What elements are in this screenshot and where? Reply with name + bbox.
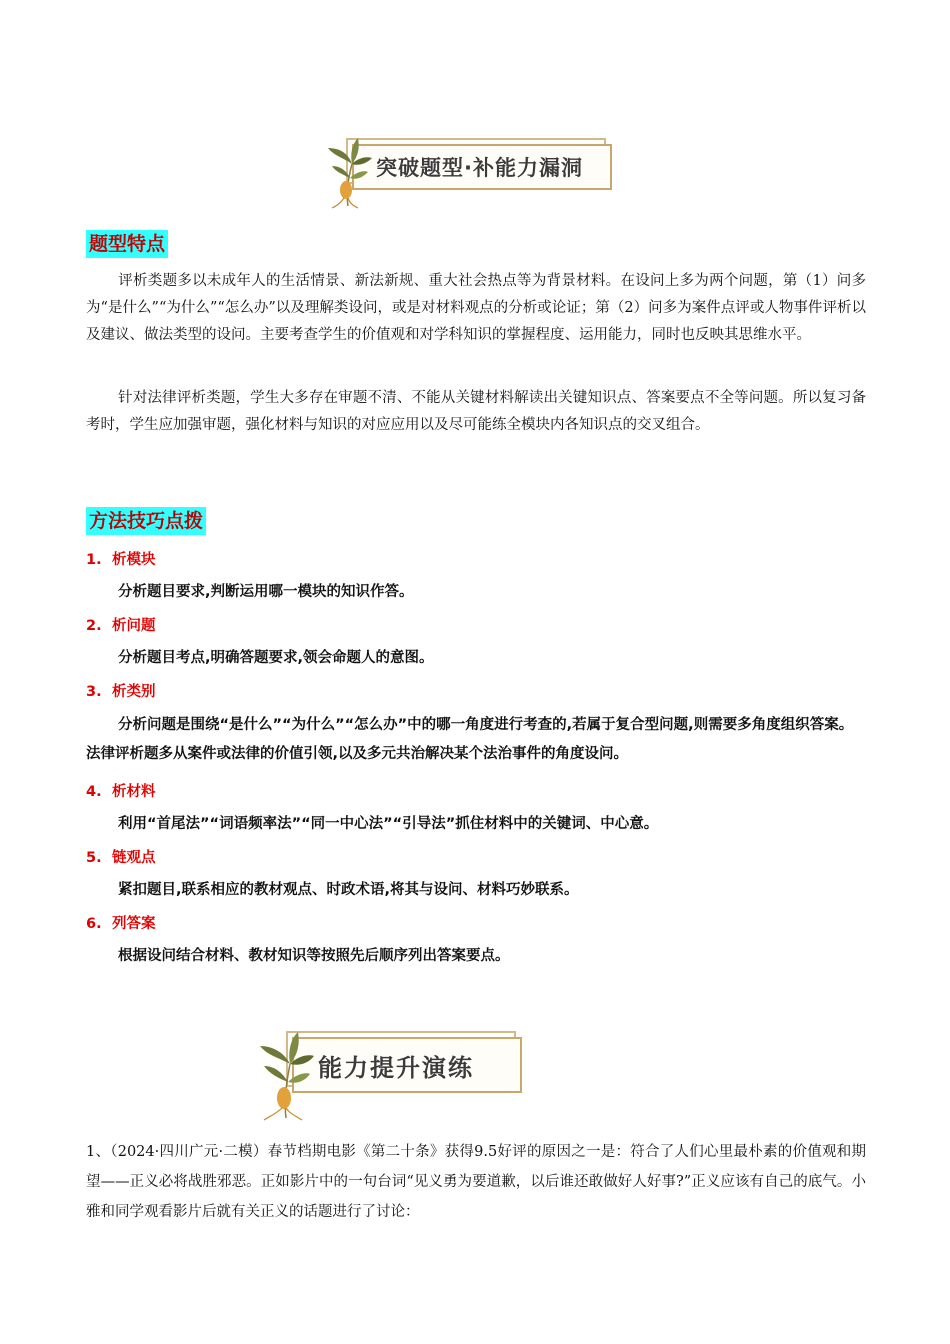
tip-number: 5. xyxy=(86,850,102,866)
section-banner-top xyxy=(326,134,616,210)
tip-number: 3. xyxy=(86,684,102,700)
tip-number: 2. xyxy=(86,618,102,634)
tip-body-1 xyxy=(86,578,866,607)
banner-title: 突破题型·补能力漏洞 xyxy=(376,156,583,180)
tip-title-3 xyxy=(86,681,156,703)
tip-title-text: 链观点 xyxy=(112,850,156,866)
section-banner-bottom xyxy=(256,1026,536,1122)
tip-title-text: 列答案 xyxy=(112,916,156,932)
tip-number: 1. xyxy=(86,552,102,568)
tip-body-6 xyxy=(86,942,866,971)
tip-body-3 xyxy=(86,711,866,769)
banner-title: 能力提升演练 xyxy=(318,1054,474,1082)
tip-body-text: 分析题目要求,判断运用哪一模块的知识作答。 xyxy=(118,584,414,600)
tip-title-text: 析模块 xyxy=(112,552,156,568)
tip-body-text: 根据设问结合材料、教材知识等按照先后顺序列出答案要点。 xyxy=(118,948,510,964)
tip-body-4 xyxy=(86,810,866,839)
tip-number: 4. xyxy=(86,784,102,800)
section-header-methods: 方法技巧点拨 xyxy=(86,507,206,535)
tip-number: 6. xyxy=(86,916,102,932)
tip-title-4 xyxy=(86,781,156,803)
question-1-text: 1、（2024·四川广元·二模）春节档期电影《第二十条》获得9.5好评的原因之一是：符合了人们心里最朴素的价值观和期望——正义必将战胜邪恶。正如影片中的一句台词“见义勇为要道歉，以后谁还敢做好人好事?”正义应该有自己的底气。小雅和同学观看影片后就有关正义的话题进行了讨论： xyxy=(86,1144,866,1220)
paragraph-features-1 xyxy=(86,268,866,349)
tip-body-2 xyxy=(86,644,866,673)
paragraph-text: 评析类题多以未成年人的生活情景、新法新规、重大社会热点等为背景材料。在设问上多为两个问题，第（1）问多为“是什么”“为什么”“怎么办”以及理解类设问，或是对材料观点的分析或论证；第（2）问多为案件点评或人物事件评析以及建议、做法类型的设问。主要考查学生的价值观和对学科知识的掌握程度、运用能力，同时也反映其思维水平。 xyxy=(86,273,866,343)
tip-title-2 xyxy=(86,615,156,637)
section-header-features: 题型特点 xyxy=(86,230,168,258)
tip-title-6 xyxy=(86,913,156,935)
tip-body-text: 分析问题是围绕“是什么”“为什么”“怎么办”中的哪一角度进行考查的,若属于复合型问题,则需要多角度组织答案。法律评析题多从案件或法律的价值引领,以及多元共治解决某个法治事件的角度设问。 xyxy=(86,717,854,762)
tip-body-5 xyxy=(86,876,866,905)
paragraph-features-2 xyxy=(86,385,866,439)
tip-title-5 xyxy=(86,847,156,869)
tip-body-text: 利用“首尾法”“词语频率法”“同一中心法”“引导法”抓住材料中的关键词、中心意。 xyxy=(118,816,659,832)
tip-body-text: 分析题目考点,明确答题要求,领会命题人的意图。 xyxy=(118,650,434,666)
paragraph-text: 针对法律评析类题，学生大多存在审题不清、不能从关键材料解读出关键知识点、答案要点不全等问题。所以复习备考时，学生应加强审题，强化材料与知识的对应应用以及尽可能练全模块内各知识点的交叉组合。 xyxy=(86,390,866,433)
tip-title-text: 析材料 xyxy=(112,784,156,800)
tip-title-text: 析问题 xyxy=(112,618,156,634)
tip-title-1 xyxy=(86,549,156,571)
tip-body-text: 紧扣题目,联系相应的教材观点、时政术语,将其与设问、材料巧妙联系。 xyxy=(118,882,579,898)
tip-title-text: 析类别 xyxy=(112,684,156,700)
